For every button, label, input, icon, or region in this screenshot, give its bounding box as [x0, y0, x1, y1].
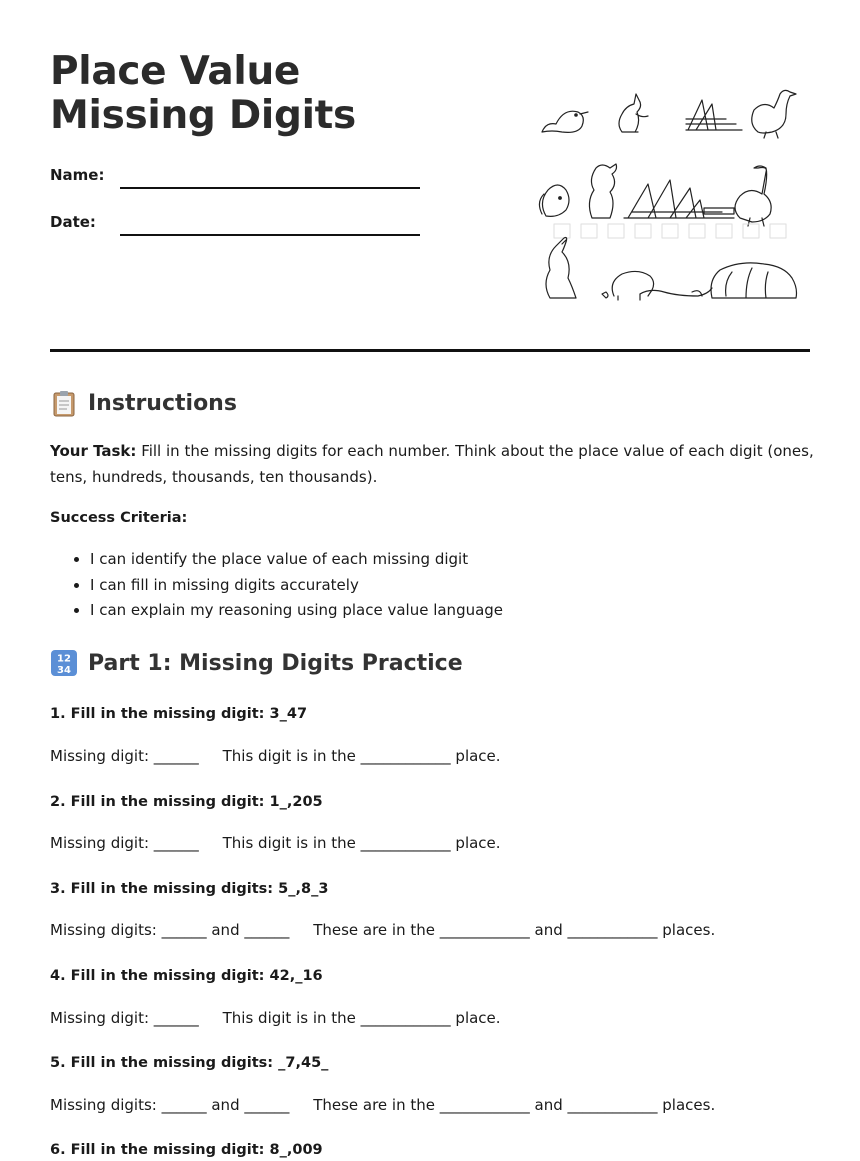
question-title: 5. Fill in the missing digits: _7,45_ [50, 1055, 329, 1071]
question-title: 6. Fill in the missing digit: 8_,009 [50, 1142, 323, 1158]
instructions-heading-text: Instructions [88, 390, 237, 416]
question-title: 1. Fill in the missing digit: 3_47 [50, 706, 308, 722]
list-item: • I can fill in missing digits accurately [90, 573, 503, 599]
question-title: 3. Fill in the missing digits: 5_,8_3 [50, 881, 329, 897]
task-text: Fill in the missing digits for each number. Think about the place value of each digit (ones, tens, hundreds, thousands, ten thousands). [50, 442, 814, 486]
name-label: Name: [50, 166, 105, 184]
page-title: Place Value Missing Digits [50, 49, 356, 138]
success-criteria-list [50, 547, 503, 624]
question-answer-line[interactable]: Missing digit: ______ This digit is in the ____________ place. [50, 834, 501, 852]
task-label: Your Task: [50, 442, 137, 460]
question-answer-line[interactable]: Missing digit: ______ This digit is in the ____________ place. [50, 1009, 501, 1027]
part1-heading [50, 649, 463, 677]
success-criteria-label: Success Criteria: [50, 510, 188, 526]
name-field[interactable] [120, 187, 420, 189]
task-paragraph [50, 438, 820, 490]
list-item: • I can explain my reasoning using place value language [90, 598, 503, 624]
clipboard-icon [50, 389, 78, 417]
question-title: 2. Fill in the missing digit: 1_,205 [50, 794, 323, 810]
svg-text:34: 34 [57, 665, 71, 676]
section-divider [50, 349, 810, 352]
numbers-1234-icon [50, 649, 78, 677]
australian-animals-illustration [536, 84, 802, 306]
list-item: • I can identify the place value of each missing digit [90, 547, 503, 573]
date-field[interactable] [120, 234, 420, 236]
question-answer-line[interactable]: Missing digits: ______ and ______ These are in the ____________ and ____________ places. [50, 921, 716, 939]
question-answer-line[interactable]: Missing digits: ______ and ______ These are in the ____________ and ____________ places. [50, 1096, 716, 1114]
instructions-heading [50, 389, 237, 417]
date-label: Date: [50, 213, 96, 231]
question-title: 4. Fill in the missing digit: 42,_16 [50, 968, 323, 984]
svg-text:12: 12 [57, 653, 71, 665]
question-answer-line[interactable]: Missing digit: ______ This digit is in the ____________ place. [50, 747, 501, 765]
part1-heading-text: Part 1: Missing Digits Practice [88, 650, 463, 676]
